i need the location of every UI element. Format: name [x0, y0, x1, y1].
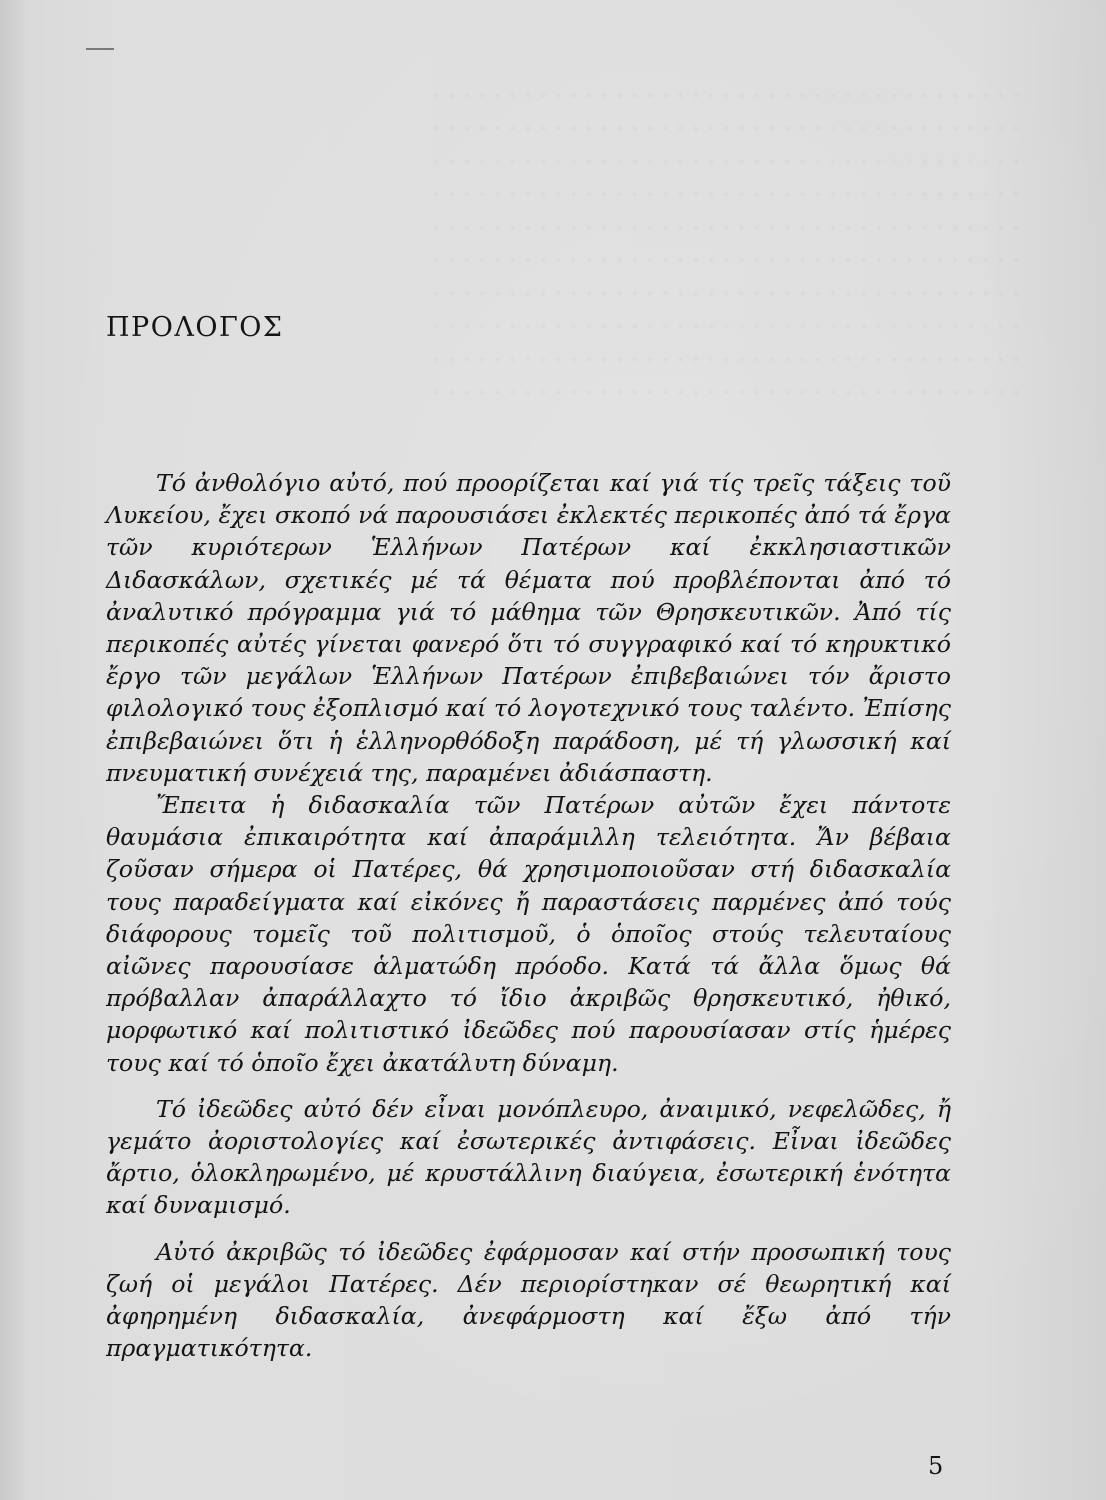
paragraph-2: Ἔπειτα ἡ διδασκαλία τῶν Πατέρων αὐτῶν ἔχει πάντοτε θαυμάσια ἐπικαιρότητα καί ἀπαράμιλλη τελειότητα. Ἄν βέβαια ζοῦσαν σήμερα οἱ Πατέρες, θά χρησιμοποιοῦσαν στή διδασκαλία τους παραδείγματα καί εἰκόνες ἤ παραστάσεις παρμένες ἀπό τούς διάφορους τομεῖς τοῦ πολιτισμοῦ, ὁ ὁποῖος στούς τελευταίους αἰῶνες παρουσίασε ἁλματώδη πρόοδο. Κατά τά ἄλλα ὅμως θά πρόβαλλαν ἀπαράλλαχτο τό ἴδιο ἀκριβῶς θρησκευτικό, ἠθικό, μορφωτικό καί πολιτιστικό ἰδεῶδες πού παρουσίασαν στίς ἡμέρες τους καί τό ὁποῖο ἔχει ἀκατάλυτη δύναμη.: [106, 791, 951, 1077]
show-through-texture: · · · · · · · · · · · · · · · · · · · · · · · · · · · · · · · · · · · · · · · · · · · · · · · · · · · · · · · · · · · · · · · · · · · · · · · · · · · · · · · · · · · · · · · · · · · · · · · · · · · · · · · · · · · · · · · · · · · · · · · · · · · · · · · · · · · · · · · · · · · · · · · · · · · · · · · · · · · · · · · · · · · · · · · · · · · · · · · · · · · · · · · · · · · · · · · · · · · · · · · · · · · · · · · · · · · · · · · · · · · · · · · · · · · · · · · · · · · · · · · · · · · · · · · · · · · · · · · · · · · · · · · · · · · · · · · · · · · · · · · · · · · · · · · · · · · · · · · · · · · · · · · · · · · · · · · · · · · · · · · · · · · · · · · · · · · · · · · · · · · · · · · · · · · · · · · · · · · · · · · · · · · · · · · · · · · · · · · · · · · · · · · · · · · · · ·: [432, 82, 1020, 407]
paragraph-1: Τό ἀνθολόγιο αὐτό, πού προορίζεται καί γιά τίς τρεῖς τάξεις τοῦ Λυκείου, ἔχει σκοπό νά παρουσιάσει ἐκλεκτές περικοπές ἀπό τά ἔργα τῶν κυριότερων Ἑλλήνων Πατέρων καί ἐκκλησιαστικῶν Διδασκάλων, σχετικές μέ τά θέματα πού προβλέπονται ἀπό τό ἀναλυτικό πρόγραμμα γιά τό μάθημα τῶν Θρησκευτικῶν. Ἀπό τίς περικοπές αὐτές γίνεται φανερό ὅτι τό συγγραφικό καί τό κηρυκτικό ἔργο τῶν μεγάλων Ἑλλήνων Πατέρων ἐπιβεβαιώνει τόν ἄριστο φιλολογικό τους ἐξοπλισμό καί τό λογοτεχνικό τους ταλέντο. Ἐπίσης ἐπιβεβαιώνει ὅτι ἡ ἑλληνορθόδοξη παράδοση, μέ τή γλωσσική καί πνευματική συνέχειά της, παραμένει ἀδιάσπαστη.: [106, 469, 951, 787]
paragraph-4: Αὐτό ἀκριβῶς τό ἰδεῶδες ἐφάρμοσαν καί στήν προσωπική τους ζωή οἱ μεγάλοι Πατέρες. Δέν περιορίστηκαν σέ θεωρητική καί ἀφηρημένη διδασκαλία, ἀνεφάρμοστη καί ἔξω ἀπό τήν πραγματικότητα.: [106, 1237, 951, 1363]
page-number: 5: [928, 1452, 944, 1480]
body-text: [106, 467, 951, 1364]
paragraph-3: Τό ἰδεῶδες αὐτό δέν εἶναι μονόπλευρο, ἀναιμικό, νεφελῶδες, ἤ γεμάτο ἀοριστολογίες καί ἐσωτερικές ἀντιφάσεις. Εἶναι ἰδεῶδες ἄρτιο, ὁλοκληρωμένο, μέ κρυστάλλινη διαύγεια, ἐσωτερική ἑνότητα καί δυναμισμό.: [106, 1094, 951, 1220]
page-title: ΠΡΟΛΟΓΟΣ: [106, 312, 284, 343]
margin-mark: [86, 48, 114, 50]
